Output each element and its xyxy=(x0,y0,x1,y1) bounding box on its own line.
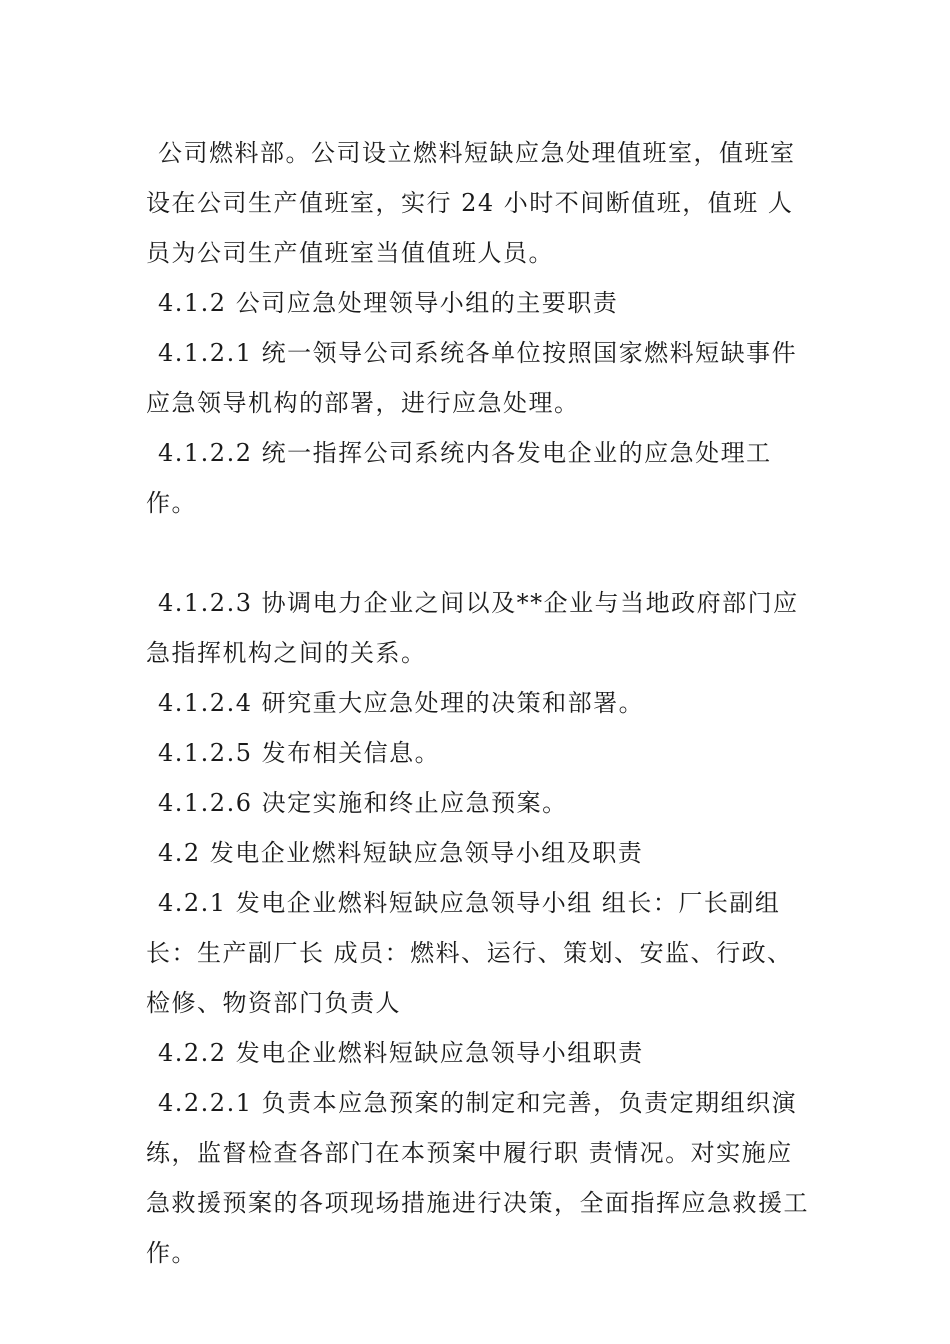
document-body xyxy=(146,128,816,1278)
paragraph-4-2-1: 4.2.1 发电企业燃料短缺应急领导小组 组长：厂长副组长：生产副厂长 成员：燃料、运行、策划、安监、行政、检修、物资部门负责人 xyxy=(146,889,793,1017)
paragraph-4-1-2-4: 4.1.2.4 研究重大应急处理的决策和部署。 xyxy=(158,689,645,717)
section-heading-4-2: 4.2 发电企业燃料短缺应急领导小组及职责 xyxy=(158,839,644,867)
paragraph-intro: 公司燃料部。公司设立燃料短缺应急处理值班室，值班室设在公司生产值班室，实行 24 小时不间断值班，值班 人员为公司生产值班室当值值班人员。 xyxy=(146,139,796,267)
paragraph-4-2-2-1: 4.2.2.1 负责本应急预案的制定和完善，负责定期组织演练，监督检查各部门在本预案中履行职 责情况。对实施应急救援预案的各项现场措施进行决策，全面指挥应急救援工作。 xyxy=(146,1089,809,1267)
paragraph-4-1-2-2: 4.1.2.2 统一指挥公司系统内各发电企业的应急处理工作。 xyxy=(146,439,772,517)
section-heading-4-1-2: 4.1.2 公司应急处理领导小组的主要职责 xyxy=(158,289,619,317)
paragraph-4-1-2-3: 4.1.2.3 协调电力企业之间以及**企业与当地政府部门应急指挥机构之间的关系。 xyxy=(146,589,799,667)
paragraph-4-1-2-6: 4.1.2.6 决定实施和终止应急预案。 xyxy=(158,789,568,817)
section-heading-4-2-2: 4.2.2 发电企业燃料短缺应急领导小组职责 xyxy=(158,1039,644,1067)
paragraph-4-1-2-1: 4.1.2.1 统一领导公司系统各单位按照国家燃料短缺事件应急领导机构的部署，进行应急处理。 xyxy=(146,339,798,417)
paragraph-4-1-2-5: 4.1.2.5 发布相关信息。 xyxy=(158,739,441,767)
blank-line xyxy=(146,528,816,578)
